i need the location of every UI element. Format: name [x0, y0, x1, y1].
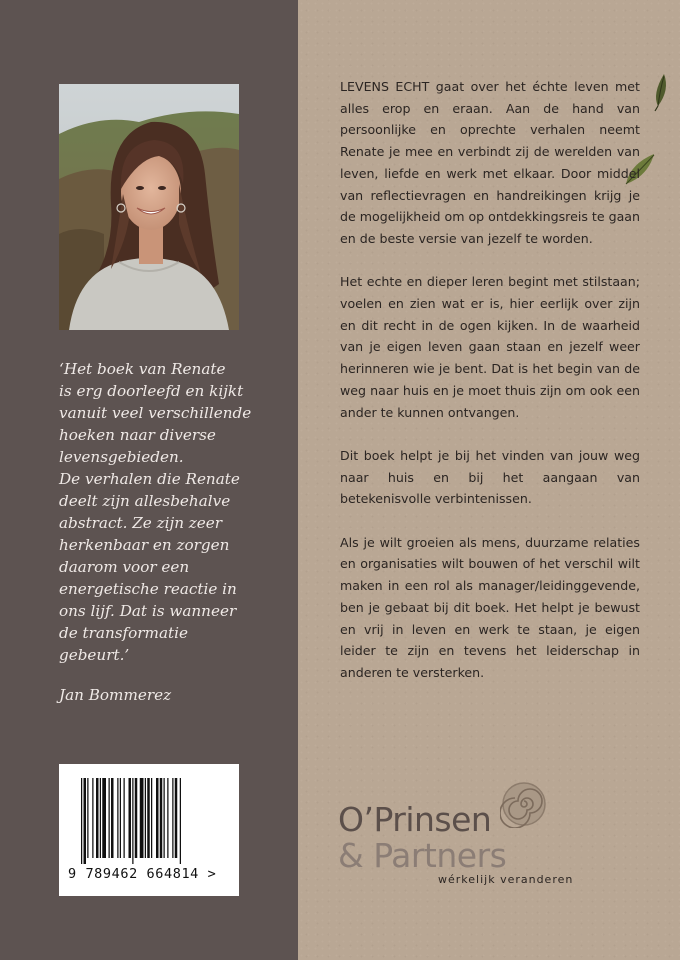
quote-author: Jan Bommerez: [59, 686, 172, 704]
back-cover-text: [340, 76, 640, 705]
barcode-bar: [172, 778, 173, 858]
barcode-bar: [81, 778, 82, 864]
barcode-bar: [180, 778, 181, 864]
barcode-bar: [151, 778, 152, 858]
quote-line: ons lijf. Dat is wanneer: [59, 602, 237, 620]
barcode-bar: [117, 778, 118, 858]
author-photo-illustration: [59, 84, 239, 330]
isbn-barcode: [59, 764, 239, 896]
publisher-tagline: wérkelijk veranderen: [438, 873, 574, 886]
quote-line: abstract. Ze zijn zeer: [59, 514, 223, 532]
quote-line: hoeken naar diverse: [59, 426, 216, 444]
quote-line: herkenbaar en zorgen: [59, 536, 230, 554]
barcode-bar: [132, 778, 133, 864]
quote-line: De verhalen die Renate: [59, 470, 240, 488]
barcode-bar: [92, 778, 93, 858]
author-photo: [59, 84, 239, 330]
quote-line: energetische reactie in: [59, 580, 237, 598]
barcode-bar: [100, 778, 101, 858]
publisher-logo: [338, 780, 578, 890]
quote-line: is erg doorleefd en kijkt: [59, 382, 244, 400]
body-paragraph: Dit boek helpt je bij het vinden van jouw weg naar huis en bij het aangaan van betekenisvolle verbintenissen.: [340, 447, 640, 507]
quote-line: deelt zijn allesbehalve: [59, 492, 231, 510]
quote-line: daarom voor een: [59, 558, 190, 576]
isbn-number: 9 789462 664814 >: [68, 866, 217, 882]
barcode-bar: [102, 778, 106, 858]
barcode-bar: [84, 778, 87, 864]
barcode-bar: [124, 778, 125, 858]
barcode-bar: [140, 778, 144, 858]
barcode-bar: [164, 778, 165, 858]
barcode-bar: [96, 778, 99, 858]
barcode-bar: [135, 778, 138, 858]
barcode-bar: [111, 778, 114, 858]
publisher-name-line1: O’Prinsen: [338, 800, 492, 839]
quote-line: gebeurt.’: [59, 646, 130, 664]
barcode-bar: [175, 778, 178, 858]
barcode-bars: [79, 778, 219, 864]
quote-line: de transformatie: [59, 624, 188, 642]
body-paragraph: LEVENS ECHT gaat over het échte leven met alles erop en eraan. Aan de hand van persoonlijke en oprechte verhalen neemt Renate je mee en verbindt zij de werelden van leven, liefde en werk met elkaar. Door middel van reflectievragen en handreikingen krijg je de mogelijkheid om op ontdekkingsreis te gaan en de beste versie van jezelf te worden.: [340, 79, 640, 246]
barcode-bar: [156, 778, 159, 858]
left-panel: [0, 0, 298, 960]
right-panel: [298, 0, 680, 960]
quote-line: vanuit veel verschillende: [59, 404, 252, 422]
quote-line: ‘Het boek van Renate: [59, 360, 226, 378]
barcode-bar: [109, 778, 110, 858]
quote-line: levensgebieden.: [59, 448, 184, 466]
barcode-bar: [167, 778, 168, 858]
spiral-icon: [500, 780, 548, 828]
barcode-bar: [147, 778, 150, 858]
body-paragraph: Het echte en dieper leren begint met stilstaan; voelen en zien wat er is, hier eerlijk over zijn en dit recht in de ogen kijken. In de waarheid van je eigen leven gaan staan en jezelf weer herinneren wie je bent. Dat is het begin van de weg naar huis en je moet thuis zijn om ook een ander te kunnen ontvangen.: [340, 274, 640, 420]
barcode-bar: [87, 778, 88, 858]
publisher-name-line2: & Partners: [338, 836, 507, 875]
testimonial-quote: [59, 358, 284, 706]
barcode-bar: [160, 778, 163, 858]
body-paragraph: Als je wilt groeien als mens, duurzame relaties en organisaties wilt bouwen of het verschil wilt maken in een rol als manager/leidinggevende, ben je gebaat bij dit boek. Het helpt je bewust en vrij in leven en werk te staan, je eigen leider te zijn en tevens het leiderschap in anderen te versterken.: [340, 534, 640, 680]
barcode-bar: [145, 778, 146, 858]
barcode-bar: [129, 778, 132, 858]
barcode-bar: [120, 778, 121, 858]
leaf-icon: [650, 72, 670, 112]
